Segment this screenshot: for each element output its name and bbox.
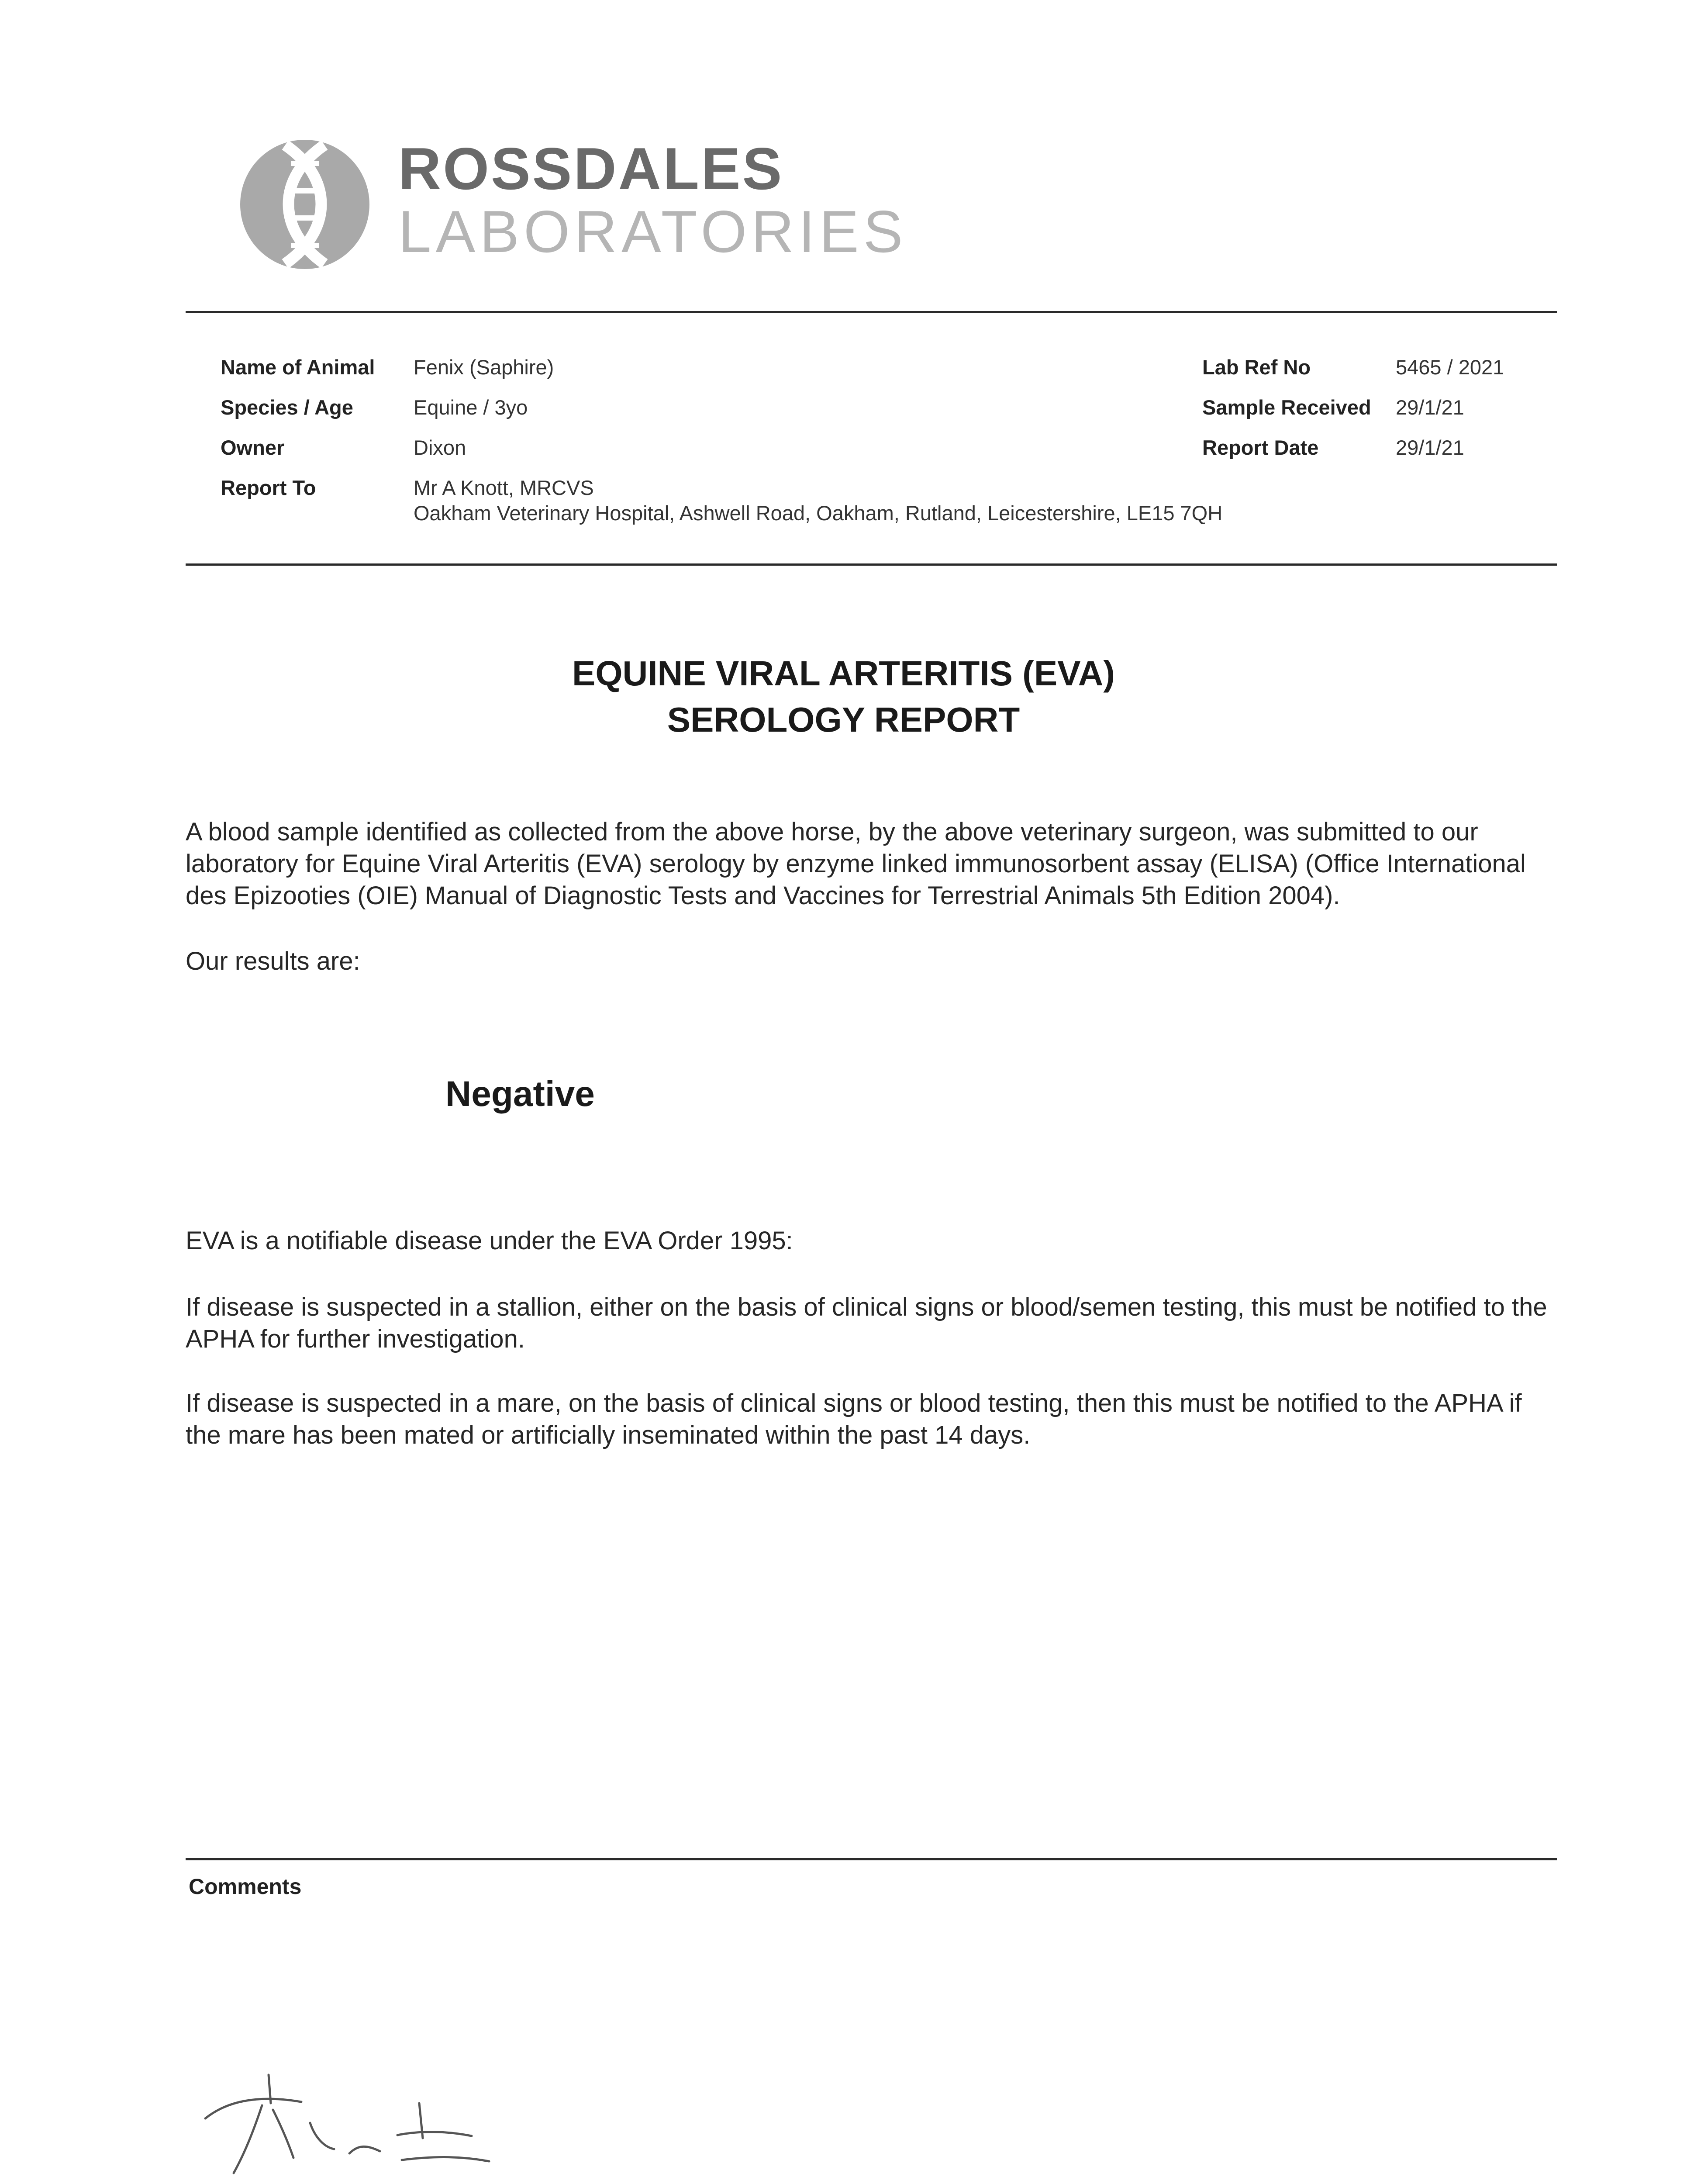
mare-note: If disease is suspected in a mare, on the basis of clinical signs or blood testing, then this must be notified to the APHA if the mare has been mated or artificially inseminated within the past 14 days. xyxy=(186,1389,1522,1449)
name-of-animal-label: Name of Animal xyxy=(221,356,375,379)
details-divider xyxy=(186,563,1557,566)
species-age-value: Equine / 3yo xyxy=(414,396,528,419)
intro-text: A blood sample identified as collected from the above horse, by the above veterinary surgeon, was submitted to our laboratory for Equine Viral Arteritis (EVA) serology by enzyme linked immunosorbent assay (ELISA) (Office International des Epizooties (OIE) Manual of Diagnostic Tests and Vaccines for Terrestrial Animals 5th Edition 2004). xyxy=(186,818,1526,910)
intro-paragraph xyxy=(186,816,1557,912)
lab-ref-label: Lab Ref No xyxy=(1202,356,1311,379)
sample-received-value: 29/1/21 xyxy=(1396,396,1464,419)
report-subtitle: SEROLOGY REPORT xyxy=(667,700,1020,739)
animal-details xyxy=(0,0,1687,568)
report-date-label: Report Date xyxy=(1202,436,1319,459)
report-to-address: Oakham Veterinary Hospital, Ashwell Road, Oakham, Rutland, Leicestershire, LE15 7QH xyxy=(414,501,1223,525)
signature-image xyxy=(192,2070,507,2184)
test-result: Negative xyxy=(445,1074,595,1114)
report-to-name: Mr A Knott, MRCVS xyxy=(414,476,594,499)
stallion-note: If disease is suspected in a stallion, either on the basis of clinical signs or blood/semen testing, this must be notified to the APHA for further investigation. xyxy=(186,1293,1547,1353)
sample-received-label: Sample Received xyxy=(1202,396,1371,419)
logo-wordmark-primary: ROSSDALES xyxy=(398,135,784,202)
name-of-animal-value: Fenix (Saphire) xyxy=(414,356,554,379)
owner-value: Dixon xyxy=(414,436,466,459)
notifiable-statement: EVA is a notifiable disease under the EVA Order 1995: xyxy=(186,1227,793,1255)
comments-divider xyxy=(186,1858,1557,1860)
logo-wordmark-secondary: LABORATORIES xyxy=(398,198,907,265)
report-title: EQUINE VIRAL ARTERITIS (EVA) xyxy=(572,654,1115,693)
lab-ref-value: 5465 / 2021 xyxy=(1396,356,1504,379)
results-intro: Our results are: xyxy=(186,947,360,975)
species-age-label: Species / Age xyxy=(221,396,353,419)
report-date-value: 29/1/21 xyxy=(1396,436,1464,459)
comments-label: Comments xyxy=(189,1874,302,1899)
owner-label: Owner xyxy=(221,436,285,459)
report-to-label: Report To xyxy=(221,476,316,499)
